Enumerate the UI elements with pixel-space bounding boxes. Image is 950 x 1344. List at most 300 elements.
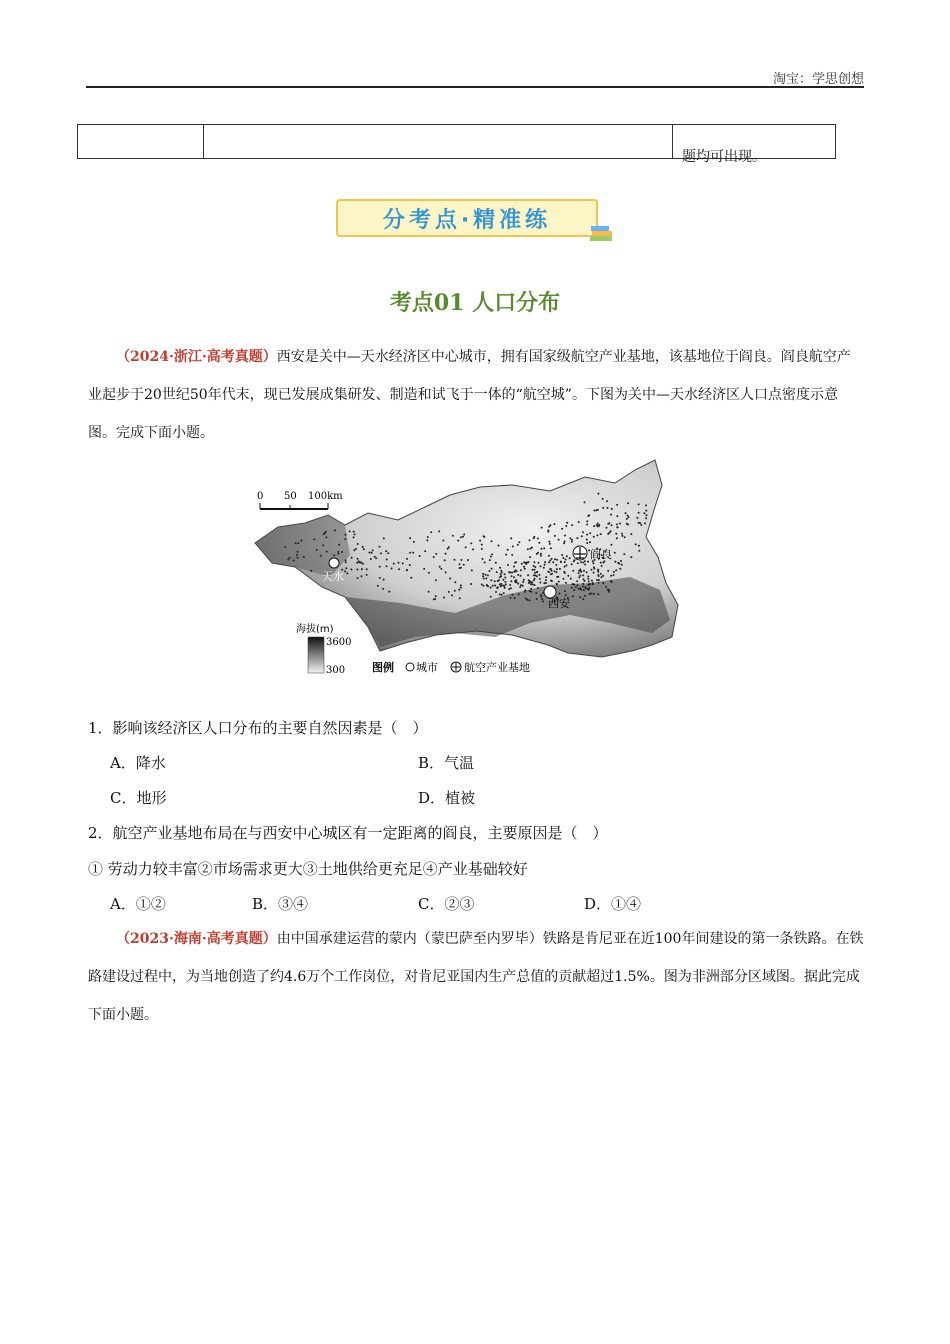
population-dot — [438, 530, 440, 532]
population-dot — [571, 541, 573, 543]
population-dot — [287, 559, 289, 561]
population-dot — [448, 591, 450, 593]
population-dot — [563, 578, 565, 580]
population-dot — [472, 548, 474, 550]
population-dot — [430, 531, 432, 533]
population-dot — [289, 557, 291, 559]
population-dot — [387, 552, 389, 554]
section-title: 考点01 人口分布 — [389, 290, 561, 316]
population-dot — [600, 562, 602, 564]
population-dot — [435, 579, 437, 581]
population-dot — [349, 530, 351, 532]
population-dot — [591, 569, 593, 571]
population-dot — [524, 568, 526, 570]
population-dot — [370, 558, 372, 560]
population-dot — [610, 575, 612, 577]
population-dot — [587, 561, 589, 563]
population-dot — [593, 572, 595, 574]
passage-1-source: （2024·浙江·高考真题） — [116, 349, 277, 365]
population-dot — [572, 570, 574, 572]
population-dot — [625, 512, 627, 514]
population-dot — [583, 570, 585, 572]
population-dot — [581, 535, 583, 537]
population-dot — [361, 575, 363, 577]
population-dot — [351, 557, 353, 559]
population-dot — [325, 531, 327, 533]
population-dot — [548, 541, 550, 543]
population-dot — [515, 569, 517, 571]
population-dot — [614, 561, 616, 563]
elevation-title: 海拔(m) — [296, 624, 334, 635]
population-dot — [638, 503, 640, 505]
population-dot — [565, 559, 567, 561]
city-label-tianshui: 天水 — [322, 570, 344, 583]
population-dot — [346, 572, 348, 574]
q1-stem: 1．影响该经济区人口分布的主要自然因素是（ ） — [88, 719, 428, 737]
population-dot — [563, 571, 565, 573]
population-dot — [550, 547, 552, 549]
population-dot — [388, 591, 390, 593]
population-dot — [569, 557, 571, 559]
population-dot — [524, 591, 526, 593]
legend-base: 航空产业基地 — [464, 661, 530, 674]
population-dot — [452, 535, 454, 537]
population-dot — [591, 580, 593, 582]
population-dot — [584, 580, 586, 582]
population-dot — [512, 545, 514, 547]
city-label-yanliang: 阎良 — [590, 548, 612, 561]
population-dot — [517, 574, 519, 576]
population-dot — [536, 598, 538, 600]
population-dot — [563, 542, 565, 544]
population-dot — [303, 556, 305, 558]
population-dot — [530, 588, 532, 590]
population-dot — [483, 585, 485, 587]
population-dot — [578, 572, 580, 574]
population-dot — [345, 559, 347, 561]
population-dot — [355, 548, 357, 550]
population-dot — [602, 498, 604, 500]
population-dot — [542, 600, 544, 602]
population-dot — [483, 536, 485, 538]
population-dot — [555, 564, 557, 566]
population-dot — [372, 549, 374, 551]
population-dot — [621, 535, 623, 537]
population-dot — [511, 575, 513, 577]
population-dot — [578, 521, 580, 523]
table-cell-2 — [204, 125, 673, 159]
population-dot — [577, 562, 579, 564]
population-dot — [428, 572, 430, 574]
population-dot — [592, 582, 594, 584]
population-dot — [383, 579, 385, 581]
city-label-xian: 西安 — [548, 597, 570, 610]
population-dot — [353, 531, 355, 533]
population-dot — [481, 544, 483, 546]
population-dot — [588, 581, 590, 583]
population-dot — [548, 526, 550, 528]
population-dot — [499, 593, 501, 595]
population-dot — [510, 580, 512, 582]
population-dot — [489, 570, 491, 572]
population-dot — [556, 583, 558, 585]
population-dot — [627, 524, 629, 526]
population-dot — [377, 585, 379, 587]
population-dot — [345, 561, 347, 563]
population-dot — [510, 587, 512, 589]
population-dot — [559, 593, 561, 595]
population-dot — [638, 545, 640, 547]
population-dot — [557, 576, 559, 578]
population-dot — [500, 585, 502, 587]
population-dot — [445, 571, 447, 573]
population-dot — [460, 584, 462, 586]
population-dot — [582, 531, 584, 533]
population-dot — [616, 523, 618, 525]
population-dot — [385, 550, 387, 552]
population-dot — [543, 582, 545, 584]
population-dot — [541, 527, 543, 529]
population-dot — [424, 550, 426, 552]
population-dot — [607, 589, 609, 591]
population-dot — [630, 556, 632, 558]
population-dot — [485, 574, 487, 576]
population-dot — [593, 510, 595, 512]
population-dot — [316, 549, 318, 551]
population-dot — [297, 542, 299, 544]
population-dot — [507, 564, 509, 566]
population-dot — [383, 537, 385, 539]
population-dot — [504, 577, 506, 579]
population-dot — [449, 578, 451, 580]
population-dot — [620, 560, 622, 562]
population-dot — [541, 598, 543, 600]
population-dot — [540, 596, 542, 598]
population-dot — [535, 592, 537, 594]
population-dot — [310, 570, 312, 572]
population-dot — [409, 537, 411, 539]
population-dot — [564, 590, 566, 592]
population-dot — [445, 553, 447, 555]
population-dot — [619, 563, 621, 565]
population-dot — [616, 504, 618, 506]
population-dot — [499, 567, 501, 569]
population-dot — [492, 585, 494, 587]
legend-city-icon — [406, 663, 414, 671]
scale-label-0: 0 — [257, 491, 264, 502]
books-icon — [588, 224, 616, 244]
population-dot — [586, 542, 588, 544]
population-dot — [435, 553, 437, 555]
population-dot — [602, 507, 604, 509]
population-dot — [454, 590, 456, 592]
population-dot — [621, 533, 623, 535]
population-dot — [334, 529, 336, 531]
population-dot — [344, 538, 346, 540]
population-dot — [511, 554, 513, 556]
population-dot — [587, 578, 589, 580]
population-dot — [607, 533, 609, 535]
population-dot — [379, 577, 381, 579]
population-dot — [608, 591, 610, 593]
population-dot — [615, 533, 617, 535]
population-dot — [580, 570, 582, 572]
population-dot — [482, 558, 484, 560]
scale-label-100: 100km — [308, 491, 343, 502]
population-dot — [529, 556, 531, 558]
q1-option-c[interactable]: C．地形 — [110, 789, 167, 807]
population-dot — [529, 548, 531, 550]
population-dot — [538, 574, 540, 576]
population-dot — [379, 566, 381, 568]
legend-label: 图例 — [372, 661, 394, 674]
population-dot — [284, 546, 286, 548]
population-dot — [582, 574, 584, 576]
population-dot — [527, 561, 529, 563]
population-dot — [537, 538, 539, 540]
population-dot — [597, 525, 599, 527]
population-dot — [639, 522, 641, 524]
population-dot — [610, 514, 612, 516]
population-dot — [419, 555, 421, 557]
population-dot — [513, 576, 515, 578]
population-dot — [507, 549, 509, 551]
population-dot — [556, 559, 558, 561]
population-dot — [534, 578, 536, 580]
population-dot — [529, 590, 531, 592]
population-dot — [296, 554, 298, 556]
population-dot — [582, 583, 584, 585]
population-dot — [533, 537, 535, 539]
population-dot — [571, 563, 573, 565]
population-dot — [544, 561, 546, 563]
population-dot — [571, 587, 573, 589]
population-dot — [337, 553, 339, 555]
population-dot — [587, 515, 589, 517]
population-dot — [375, 557, 377, 559]
population-dot — [409, 564, 411, 566]
population-dot — [533, 565, 535, 567]
population-dot — [578, 576, 580, 578]
population-dot — [467, 559, 469, 561]
population-dot — [490, 556, 492, 558]
population-dot — [410, 577, 412, 579]
population-dot — [363, 548, 365, 550]
population-dot — [412, 552, 414, 554]
population-dot — [571, 539, 573, 541]
population-dot — [513, 571, 515, 573]
population-dot — [587, 588, 589, 590]
population-dot — [577, 584, 579, 586]
population-dot — [624, 536, 626, 538]
population-dot — [567, 575, 569, 577]
population-dot — [320, 555, 322, 557]
population-dot — [353, 536, 355, 538]
population-dot — [611, 524, 613, 526]
q2-option-d[interactable]: D．①④ — [584, 895, 642, 913]
population-dot — [519, 586, 521, 588]
population-dot — [545, 576, 547, 578]
population-dot — [588, 587, 590, 589]
population-dot — [391, 568, 393, 570]
population-dot — [374, 556, 376, 558]
population-dot — [564, 566, 566, 568]
legend-city: 城市 — [416, 661, 438, 674]
population-dot — [550, 568, 552, 570]
population-dot — [583, 589, 585, 591]
population-dot — [494, 580, 496, 582]
population-dot — [596, 579, 598, 581]
population-dot — [529, 580, 531, 582]
population-dot — [616, 537, 618, 539]
population-dot — [523, 561, 525, 563]
scale-bar — [257, 491, 343, 509]
q1-option-a[interactable]: A．降水 — [110, 754, 166, 772]
population-dot — [350, 568, 352, 570]
population-dot — [554, 535, 556, 537]
population-dot — [517, 583, 519, 585]
population-dot — [530, 583, 532, 585]
population-dot — [558, 581, 560, 583]
population-dot — [358, 561, 360, 563]
population-dot — [528, 582, 530, 584]
population-dot — [354, 533, 356, 535]
population-dot — [362, 563, 364, 565]
population-dot — [610, 530, 612, 532]
population-dot — [513, 566, 515, 568]
population-dot — [644, 522, 646, 524]
population-dot — [597, 593, 599, 595]
population-dot — [606, 500, 608, 502]
population-dot — [497, 586, 499, 588]
population-dot — [440, 568, 442, 570]
population-dot — [518, 593, 520, 595]
population-dot — [539, 578, 541, 580]
population-dot — [543, 567, 545, 569]
population-dot — [498, 545, 500, 547]
population-dot — [528, 599, 530, 601]
population-dot — [379, 546, 381, 548]
population-dot — [551, 580, 553, 582]
population-dot — [322, 544, 324, 546]
population-dot — [547, 571, 549, 573]
q2-option-c[interactable]: C．②③ — [418, 895, 475, 913]
population-dot — [538, 542, 540, 544]
population-dot — [520, 584, 522, 586]
population-dot — [428, 591, 430, 593]
population-dot — [606, 527, 608, 529]
population-dot — [491, 553, 493, 555]
population-dot — [293, 560, 295, 562]
population-dot — [491, 568, 493, 570]
population-dot — [564, 561, 566, 563]
population-dot — [554, 570, 556, 572]
population-dot — [520, 569, 522, 571]
population-dot — [485, 578, 487, 580]
population-dot — [558, 539, 560, 541]
population-dot — [490, 587, 492, 589]
population-dot — [398, 562, 400, 564]
population-dot — [560, 561, 562, 563]
population-dot — [549, 543, 551, 545]
population-dot — [554, 558, 556, 560]
population-dot — [556, 568, 558, 570]
population-dot — [523, 566, 525, 568]
q1-option-b[interactable]: B．气温 — [418, 754, 475, 772]
header-text: 淘宝：学思创想 — [772, 72, 864, 87]
population-dot — [518, 541, 520, 543]
population-dot — [482, 575, 484, 577]
population-dot — [386, 565, 388, 567]
population-dot — [491, 540, 493, 542]
q2-option-b[interactable]: B．③④ — [252, 895, 309, 913]
population-dot — [582, 598, 584, 600]
population-dot — [593, 568, 595, 570]
population-dot — [534, 572, 536, 574]
population-dot — [569, 537, 571, 539]
population-dot — [345, 567, 347, 569]
population-dot — [544, 564, 546, 566]
population-dot — [338, 544, 340, 546]
population-dot — [300, 540, 302, 542]
q2-option-a[interactable]: A．①② — [110, 895, 166, 913]
population-dot — [510, 597, 512, 599]
population-dot — [597, 523, 599, 525]
population-dot — [627, 515, 629, 517]
population-dot — [593, 525, 595, 527]
population-dot — [503, 585, 505, 587]
population-dot — [597, 493, 599, 495]
population-dot — [586, 571, 588, 573]
population-dot — [357, 558, 359, 560]
population-dot — [619, 523, 621, 525]
population-dot — [489, 559, 491, 561]
population-dot — [611, 581, 613, 583]
population-dot — [460, 559, 462, 561]
population-dot — [439, 566, 441, 568]
population-dot — [551, 570, 553, 572]
population-dot — [635, 543, 637, 545]
elevation-max: 3600 — [326, 637, 352, 648]
population-dot — [490, 579, 492, 581]
population-dot — [532, 569, 534, 571]
population-dot — [297, 551, 299, 553]
population-dot — [602, 575, 604, 577]
population-dot — [522, 581, 524, 583]
section-banner — [336, 199, 598, 237]
population-dot — [459, 597, 461, 599]
population-dot — [494, 585, 496, 587]
population-dot — [536, 571, 538, 573]
scale-label-50: 50 — [284, 491, 297, 502]
population-dot — [341, 551, 343, 553]
population-dot — [579, 596, 581, 598]
population-dot — [454, 581, 456, 583]
q1-option-d[interactable]: D．植被 — [418, 789, 476, 807]
population-dot — [540, 565, 542, 567]
population-dot — [529, 539, 531, 541]
population-dot — [508, 588, 510, 590]
population-dot — [500, 575, 502, 577]
passage-2 — [88, 920, 864, 1034]
q2-items: ① 劳动力较丰富②市场需求更大③土地供给更充足④产业基础较好 — [88, 860, 528, 878]
population-dot — [463, 534, 465, 536]
population-dot — [596, 509, 598, 511]
population-dot — [443, 597, 445, 599]
population-dot — [616, 515, 618, 517]
passage-1-text: 西安是关中—天水经济区中心城市，拥有国家级航空产业基地，该基地位于阎良。阎良航空产业起步于20世纪50年代末，现已发展成集研发、制造和试飞于一体的“航空城”。下图为关中—天水经济区人口点密度示意图。完成下面小题。 — [88, 349, 851, 441]
population-dot — [454, 559, 456, 561]
